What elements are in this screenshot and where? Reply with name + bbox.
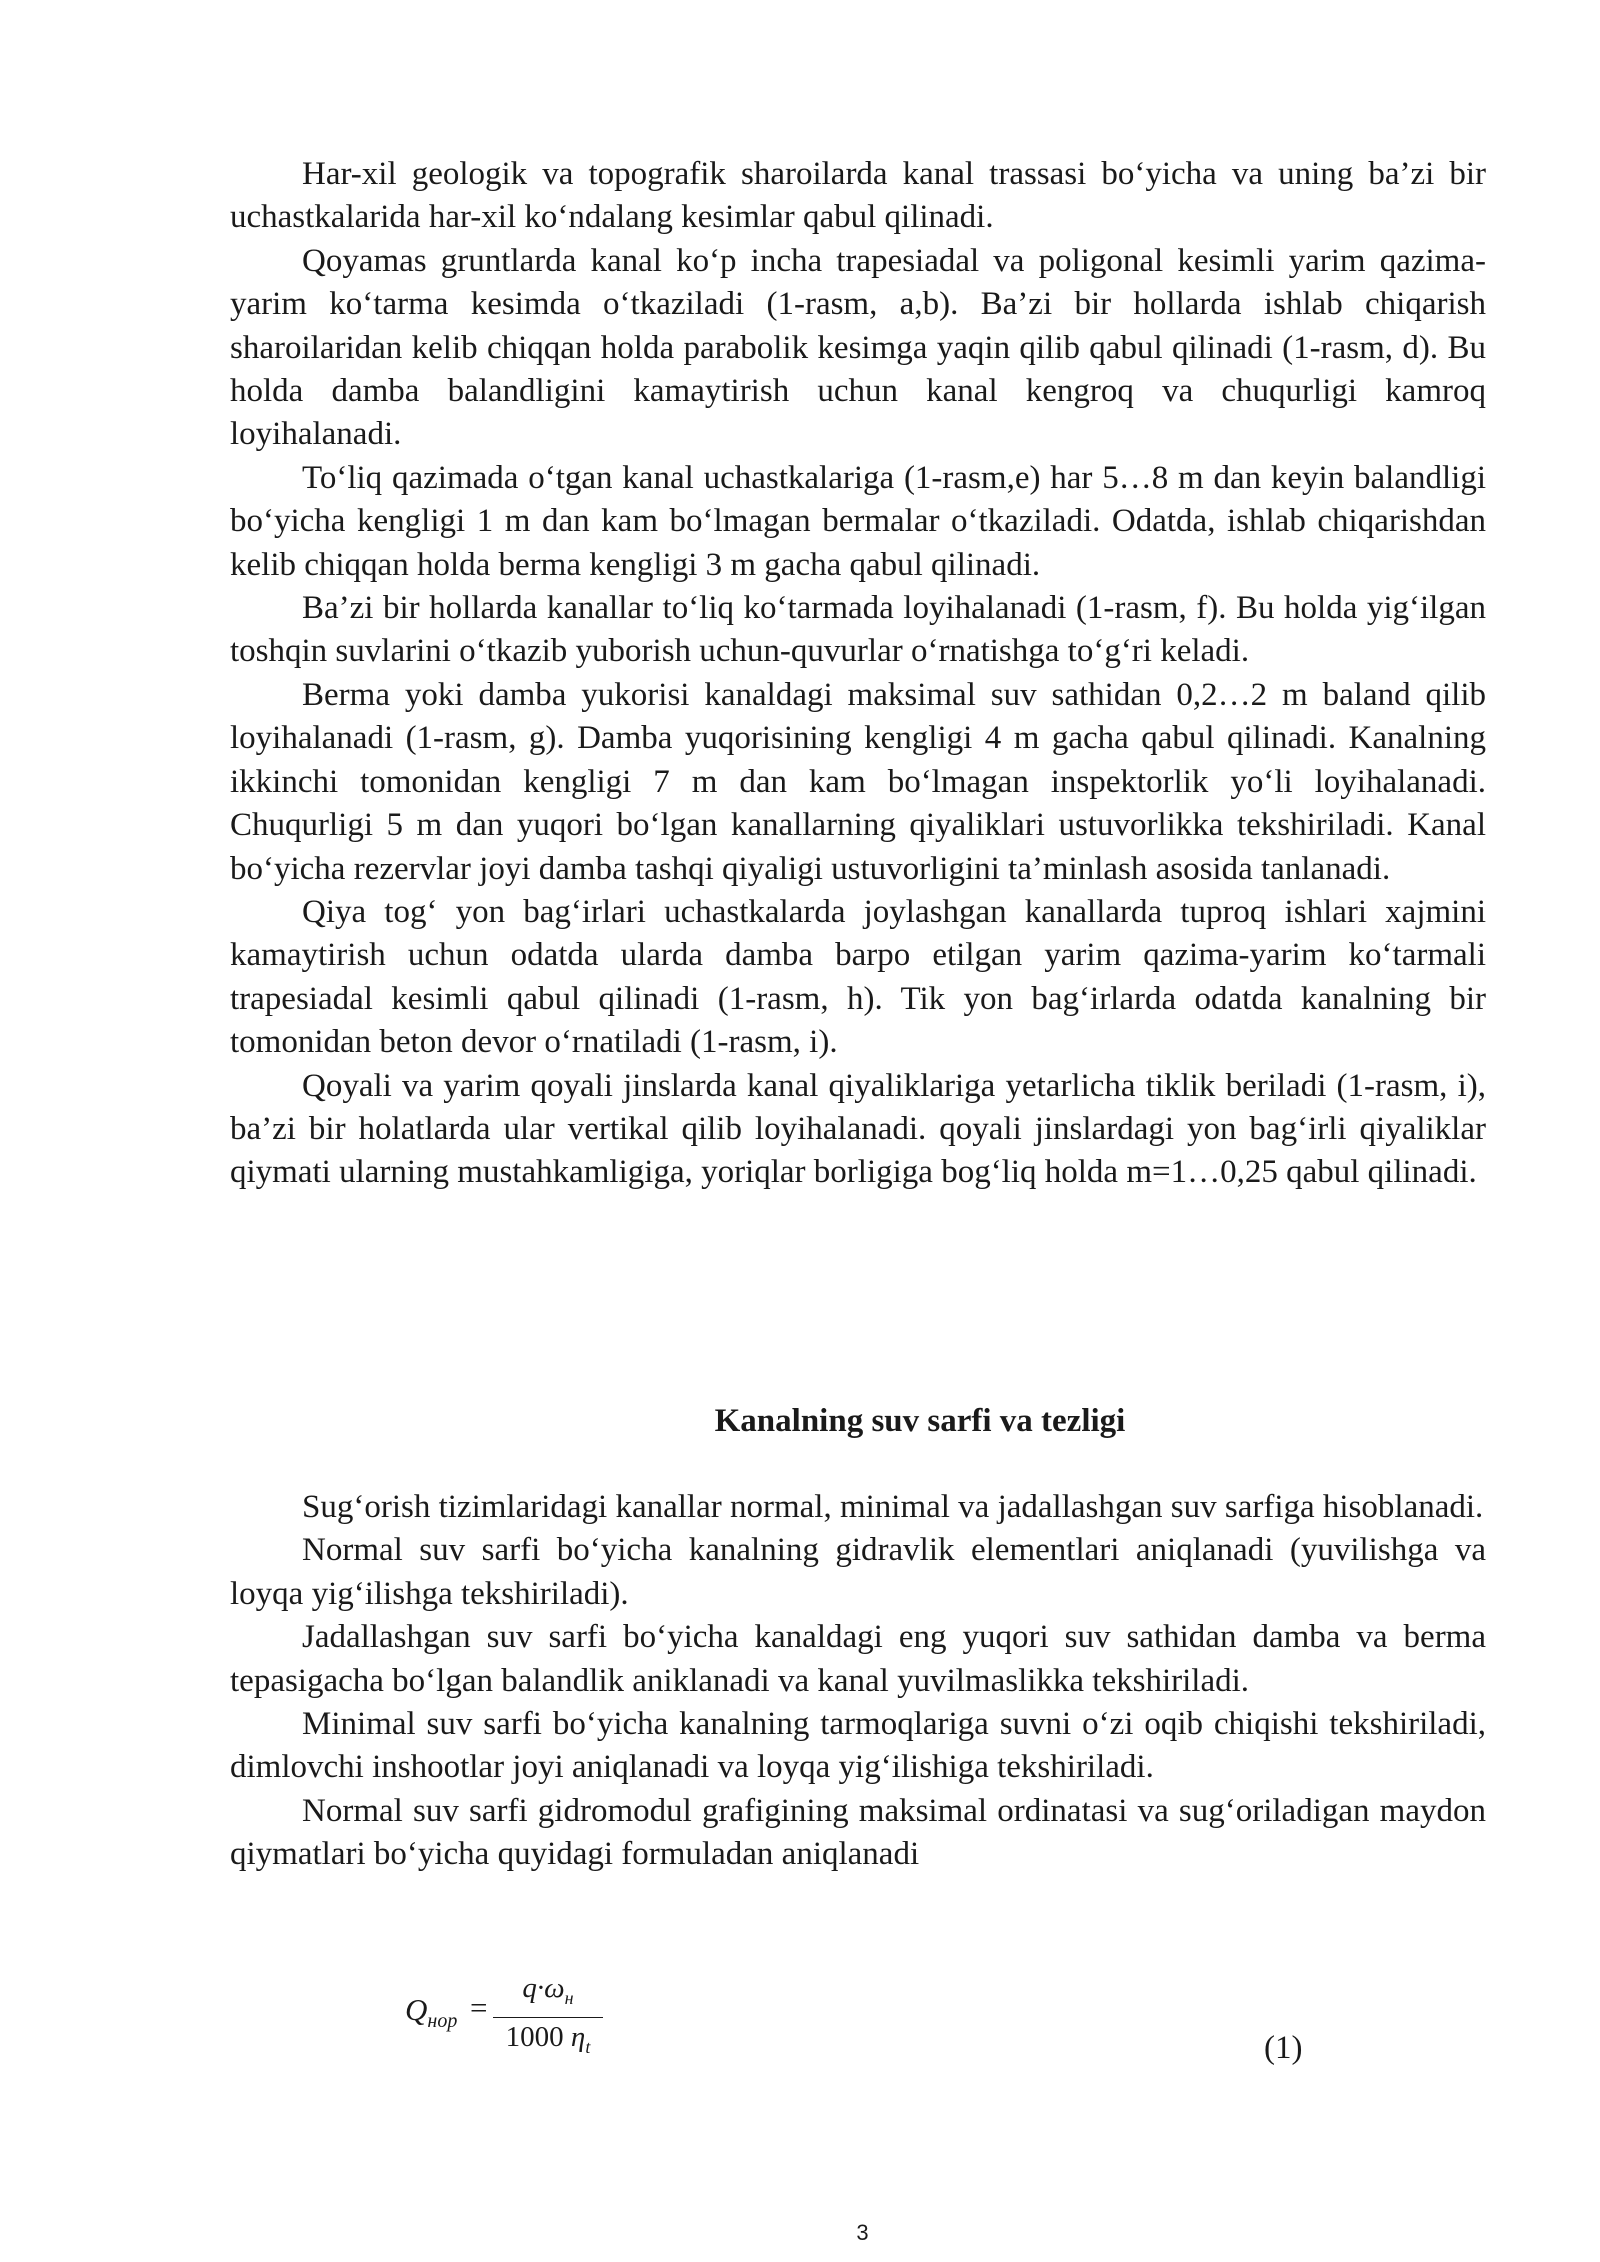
paragraph: Qiya tog‘ yon bag‘irlari uchastkalarda joylashgan kanallarda tuproq ishlari xajmini kamaytirish uchun odatda ularda damba barpo etilgan yarim qazima-yarim ko‘tarmali trapesiadal kesimli qabul qilinadi (1-rasm, h). Tik yon bag‘irlarda odatda kanalning bir tomonidan beton devor o‘rnatiladi (1-rasm, i). <box>230 893 1486 1061</box>
paragraph: Har-xil geologik va topografik sharoilarda kanal trassasi bo‘yicha va uning ba’zi bir uchastkalarida har-xil ko‘ndalang kesimlar qabul qilinadi. <box>230 156 1486 236</box>
formula-eta-subscript: t <box>585 2036 591 2057</box>
formula-eta: η <box>570 2020 586 2053</box>
paragraph: Minimal suv sarfi bo‘yicha kanalning tarmoqlariga suvni o‘zi oqib chiqishi tekshiriladi, dimlovchi inshootlar joyi aniqlanadi va loyqa yig‘ilishiga tekshiriladi. <box>230 1706 1486 1786</box>
section-heading: Kanalning suv sarfi va tezligi <box>714 1403 1126 1439</box>
formula-const: 1000 <box>505 2020 564 2053</box>
paragraph: Jadallashgan suv sarfi bo‘yicha kanaldagi eng yuqori suv sathidan damba va berma tepasigacha bo‘lgan balandlik aniklanadi va kanal yuvilmaslikka tekshiriladi. <box>230 1619 1486 1699</box>
equation-number: (1) <box>1264 2030 1303 2066</box>
paragraph: Sug‘orish tizimlaridagi kanallar normal, minimal va jadallashgan suv sarfiga hisoblanadi. <box>302 1489 1484 1525</box>
formula-dot: · <box>536 1972 545 2004</box>
paragraph: To‘liq qazimada o‘tgan kanal uchastkalariga (1-rasm,e) har 5…8 m dan keyin balandligi bo‘yicha kengligi 1 m dan kam bo‘lmagan bermalar o‘tkaziladi. Odatda, ishlab chiqarishdan kelib chiqqan holda berma kengligi 3 m gacha qabul qilinadi. <box>230 459 1486 583</box>
formula-omega-subscript: н <box>564 1987 574 2008</box>
section-body-2 <box>230 1486 1486 1877</box>
section-body-1 <box>230 153 1486 1195</box>
paragraph: Normal suv sarfi gidromodul grafigining maksimal ordinatasi va sug‘oriladigan maydon qiymatlari bo‘yicha quyidagi formuladan aniqlanadi <box>230 1792 1486 1873</box>
formula-lhs <box>405 1992 457 2033</box>
formula-lhs-symbol: Q <box>405 1992 428 2027</box>
formula-equals: = <box>470 1990 488 2025</box>
formula-omega: ω <box>544 1972 565 2004</box>
paragraph: Ba’zi bir hollarda kanallar to‘liq ko‘tarmada loyihalanadi (1-rasm, f). Bu holda yig‘ilgan toshqin suvlarini o‘tkazib yuborish uchun-quvurlar o‘rnatishga to‘g‘ri keladi. <box>230 590 1486 670</box>
formula-denominator <box>493 2020 603 2064</box>
paragraph: Qoyali va yarim qoyali jinslarda kanal qiyaliklariga yetarlicha tiklik beriladi (1-rasm, i), ba’zi bir holatlarda ular vertikal qilib loyihalanadi. qoyali jinslardagi yon bag‘irli qiyaliklar qiymati ularning mustahkamligiga, yoriqlar borligiga bog‘liq holda m=1…0,25 qabul qilinadi. <box>230 1067 1486 1191</box>
fraction-bar <box>493 2017 603 2018</box>
paragraph: Normal suv sarfi bo‘yicha kanalning gidravlik elementlari aniqlanadi (yuvilishga va loyqa yig‘ilishga tekshiriladi). <box>230 1532 1486 1612</box>
formula-q: q <box>522 1972 537 2004</box>
formula-numerator <box>493 1970 603 2016</box>
paragraph: Qoyamas gruntlarda kanal ko‘p incha trapesiadal va poligonal kesimli yarim qazima-yarim ko‘tarma kesimda o‘tkaziladi (1-rasm, a,b). Ba’zi bir hollarda ishlab chiqarish sharoilaridan kelib chiqqan holda parabolik kesimga yaqin qilib qabul qilinadi (1-rasm, d). Bu holda damba balandligini kamaytirish uchun kanal kengroq va chuqurligi kamroq loyihalanadi. <box>230 242 1486 453</box>
formula <box>405 1970 645 2070</box>
formula-lhs-subscript: нор <box>427 2010 458 2033</box>
page-number: 3 <box>856 2220 869 2245</box>
paragraph: Berma yoki damba yukorisi kanaldagi maksimal suv sathidan 0,2…2 m baland qilib loyihalanadi (1-rasm, g). Damba yuqorisining kengligi 4 m gacha qabul qilinadi. Kanalning ikkinchi tomonidan kengligi 7 m dan kam bo‘lmagan inspektorlik yo‘li loyihalanadi. Chuqurligi 5 m dan yuqori bo‘lgan kanallarning qiyaliklari ustuvorlikka tekshiriladi. Kanal bo‘yicha rezervlar joyi damba tashqi qiyaligi ustuvorligini ta’minlash asosida tanlanadi. <box>230 676 1486 887</box>
formula-fraction <box>493 1970 603 2064</box>
